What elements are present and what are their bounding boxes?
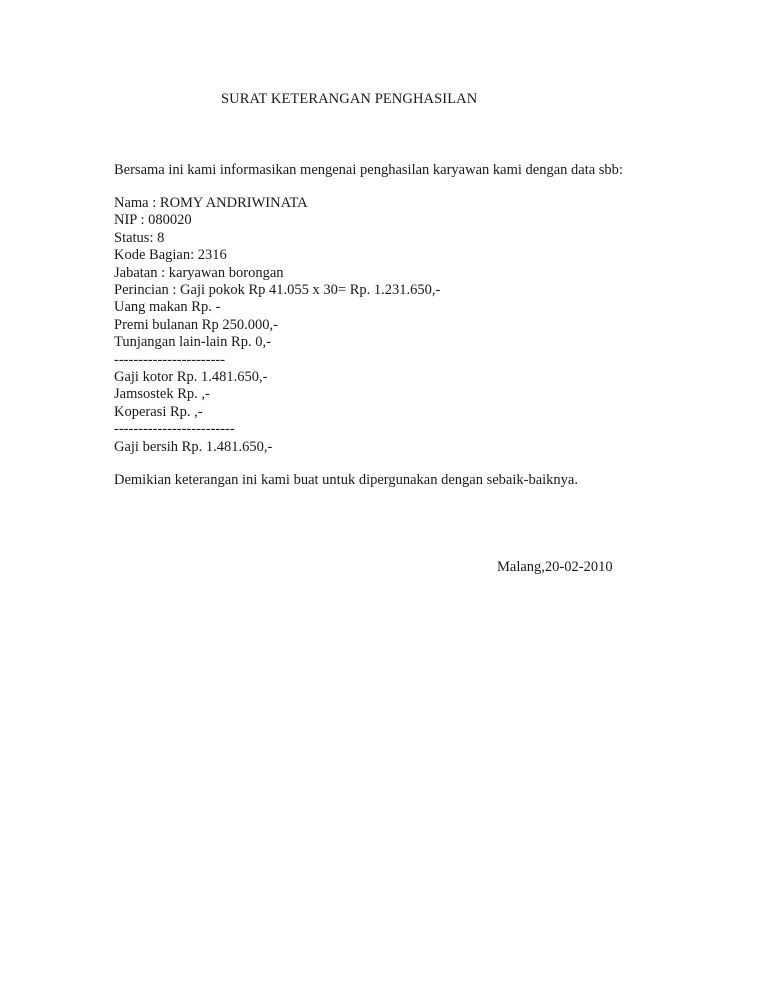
separator-line: ------------------------- bbox=[114, 421, 235, 438]
intro-paragraph: Bersama ini kami informasikan mengenai penghasilan karyawan kami dengan data sbb: bbox=[114, 162, 623, 178]
detail-gross-salary: Gaji kotor Rp. 1.481.650,- bbox=[114, 369, 268, 386]
place-and-date: Malang,20-02-2010 bbox=[497, 559, 613, 575]
detail-breakdown-base-salary: Perincian : Gaji pokok Rp 41.055 x 30= Rp. 1.231.650,- bbox=[114, 282, 441, 299]
separator-line: ----------------------- bbox=[114, 351, 226, 368]
detail-department-code: Kode Bagian: 2316 bbox=[114, 247, 227, 264]
detail-position: Jabatan : karyawan borongan bbox=[114, 264, 284, 281]
detail-jamsostek: Jamsostek Rp. ,- bbox=[114, 386, 210, 403]
closing-paragraph: Demikian keterangan ini kami buat untuk dipergunakan dengan sebaik-baiknya. bbox=[114, 472, 578, 488]
detail-cooperative: Koperasi Rp. ,- bbox=[114, 403, 203, 420]
detail-monthly-bonus: Premi bulanan Rp 250.000,- bbox=[114, 316, 278, 333]
detail-name: Nama : ROMY ANDRIWINATA bbox=[114, 195, 308, 211]
detail-other-allowances: Tunjangan lain-lain Rp. 0,- bbox=[114, 334, 271, 351]
detail-nip: NIP : 080020 bbox=[114, 212, 192, 229]
income-details bbox=[114, 195, 440, 456]
letter-title: SURAT KETERANGAN PENGHASILAN bbox=[221, 91, 478, 107]
detail-meal-allowance: Uang makan Rp. - bbox=[114, 299, 221, 316]
detail-net-salary: Gaji bersih Rp. 1.481.650,- bbox=[114, 438, 273, 455]
detail-status: Status: 8 bbox=[114, 229, 165, 246]
